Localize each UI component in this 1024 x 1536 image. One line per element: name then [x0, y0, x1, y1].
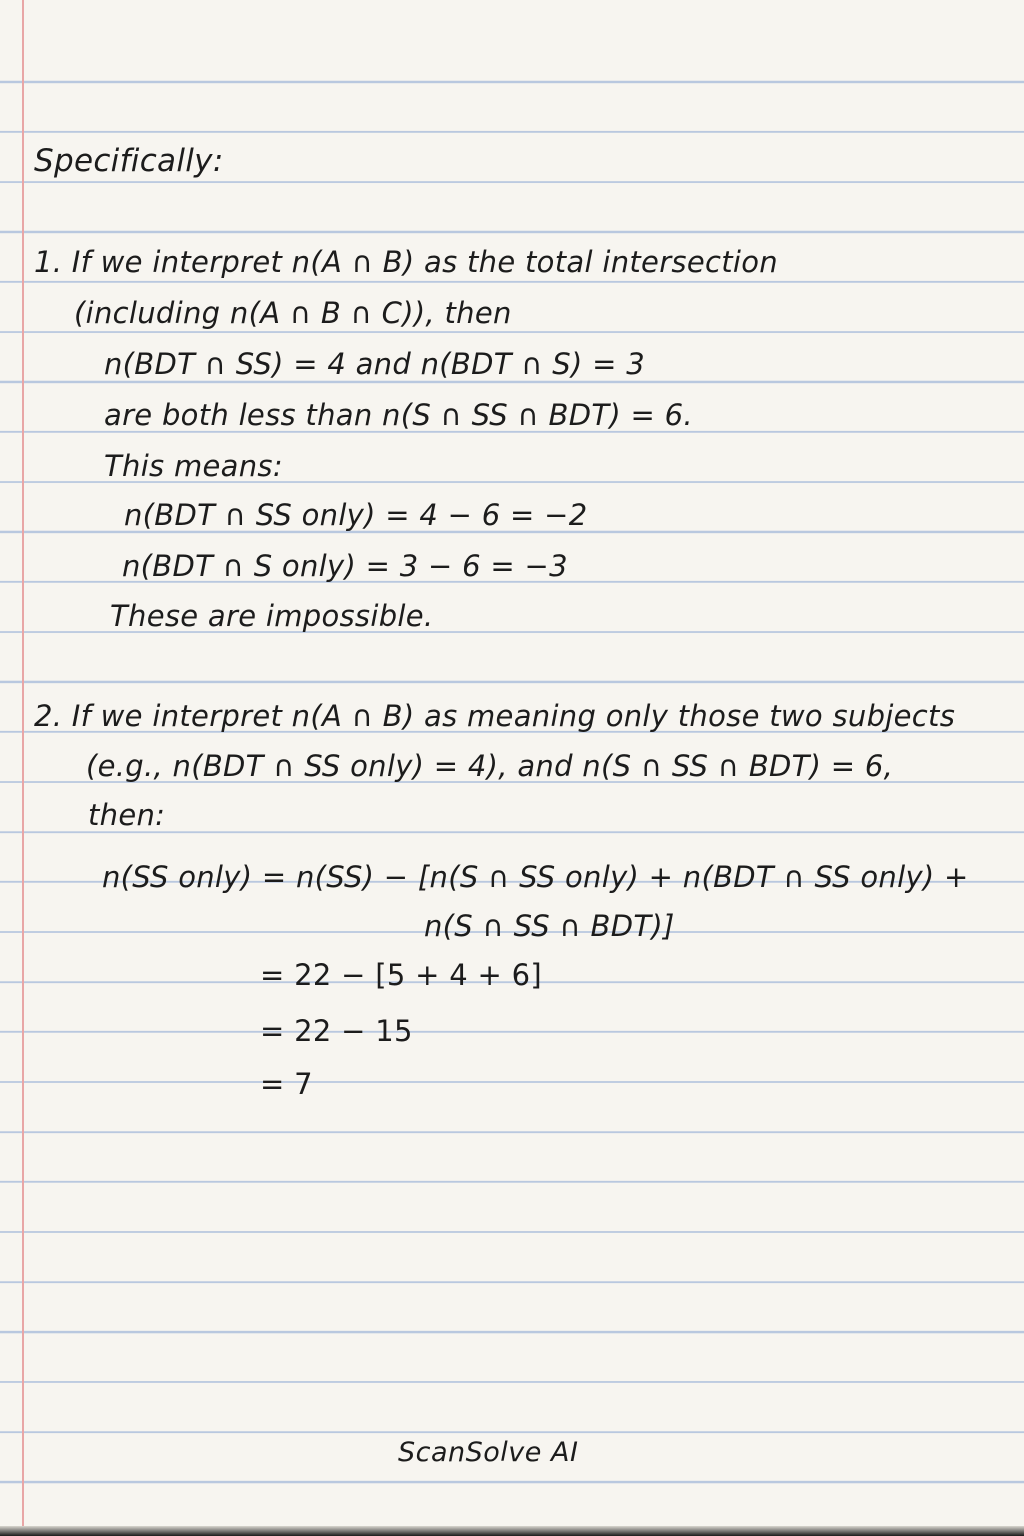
- item2-line1: 2. If we interpret n(A ∩ B) as meaning only those two subjects: [34, 699, 956, 733]
- item1-line4: are both less than n(S ∩ SS ∩ BDT) = 6.: [104, 398, 693, 432]
- equation-line2: n(S ∩ SS ∩ BDT)]: [424, 909, 675, 943]
- heading: Specifically:: [34, 143, 224, 179]
- equation-line3: = 22 − [5 + 4 + 6]: [260, 958, 543, 992]
- equation-line1: n(SS only) = n(SS) − [n(S ∩ SS only) + n(BDT ∩ SS only) +: [102, 860, 969, 894]
- item1-line7: n(BDT ∩ S only) = 3 − 6 = −3: [122, 549, 568, 583]
- item1-line1: 1. If we interpret n(A ∩ B) as the total intersection: [34, 245, 778, 279]
- item2-line3: then:: [88, 798, 166, 832]
- page-bottom-edge: [0, 1526, 1024, 1536]
- equation-line4: = 22 − 15: [260, 1014, 413, 1048]
- item2-line2: (e.g., n(BDT ∩ SS only) = 4), and n(S ∩ SS ∩ BDT) = 6,: [86, 749, 894, 783]
- margin-line: [22, 0, 24, 1536]
- item1-line2: (including n(A ∩ B ∩ C)), then: [74, 296, 512, 330]
- brand-footer: ScanSolve AI: [398, 1437, 579, 1468]
- item1-line3: n(BDT ∩ SS) = 4 and n(BDT ∩ S) = 3: [104, 347, 645, 381]
- item1-line5: This means:: [104, 449, 283, 483]
- equation-line5: = 7: [260, 1067, 313, 1101]
- item1-line8: These are impossible.: [110, 599, 434, 633]
- item1-line6: n(BDT ∩ SS only) = 4 − 6 = −2: [124, 498, 588, 532]
